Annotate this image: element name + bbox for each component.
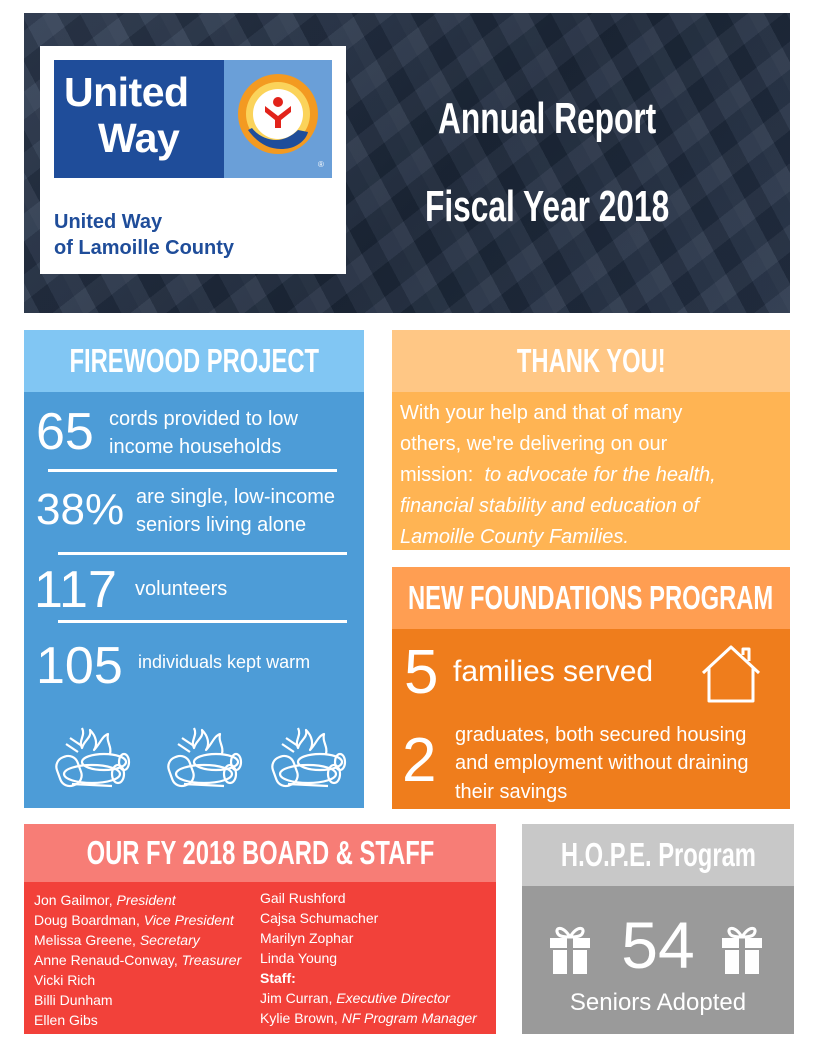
graduates-value: 2 (402, 726, 437, 795)
member-role: Vice President (143, 912, 234, 928)
member-name: Anne Renaud-Conway, (34, 952, 182, 968)
gift-icon (718, 922, 766, 976)
divider (48, 469, 337, 472)
seniors-adopted-label: Seniors Adopted (569, 989, 747, 1016)
new-foundations-heading (392, 567, 790, 629)
stat-cords-value: 65 (36, 403, 94, 461)
board-staff-panel (24, 882, 496, 1034)
new-foundations-panel (392, 629, 790, 809)
member-name: Gail Rushford (260, 890, 346, 906)
families-value: 5 (404, 638, 439, 707)
stat-cords-label-2: income households (109, 436, 282, 458)
hope-heading-text: H.O.P.E. Program (560, 836, 756, 873)
member-name: Melissa Greene, (34, 932, 140, 948)
firewood-logs-icon (164, 722, 248, 794)
member-name: Doug Boardman, (34, 912, 144, 928)
logo-subtitle-line2: of Lamoille County (54, 237, 234, 259)
hope-panel (522, 886, 794, 1034)
thank-you-message (400, 398, 780, 553)
stat-seniors-label-1: are single, low-income (136, 486, 335, 508)
member-name: Ellen Gibs (34, 1012, 98, 1028)
thank-you-panel (392, 392, 790, 550)
gift-icon (546, 922, 594, 976)
member-role: NF Program Manager (341, 1010, 477, 1026)
member-name: Marilyn Zophar (260, 930, 354, 946)
member-name: Billi Dunham (34, 992, 113, 1008)
board-member (260, 888, 477, 908)
board-member (260, 948, 477, 968)
families-label: families served (453, 655, 654, 688)
stat-warm-value: 105 (36, 637, 123, 695)
member-name: Jim Curran, (260, 990, 337, 1006)
hope-heading (522, 824, 794, 886)
stat-seniors-label-2: seniors living alone (136, 514, 307, 536)
staff-label: Staff: (260, 970, 296, 986)
firewood-heading (24, 330, 364, 392)
report-subtitle: Fiscal Year 2018 (425, 182, 670, 231)
mission-statement: Lamoille County Families. (400, 526, 629, 548)
board-staff-heading-text: OUR FY 2018 BOARD & STAFF (86, 834, 434, 871)
member-role: President (116, 892, 176, 908)
united-way-hand-icon (234, 70, 322, 166)
graduates-label-3: their savings (455, 781, 568, 803)
thank-you-line: With your help and that of many (400, 402, 683, 424)
new-foundations-heading-text: NEW FOUNDATIONS PROGRAM (408, 579, 774, 616)
member-role: Secretary (139, 932, 200, 948)
firewood-panel (24, 392, 364, 808)
board-member (34, 970, 241, 990)
seniors-adopted-value: 54 (621, 908, 695, 982)
member-name: Jon Gailmor, (34, 892, 117, 908)
staff-member (260, 1008, 477, 1028)
board-column-1 (34, 890, 241, 1030)
firewood-logs-icon (268, 722, 352, 794)
board-member (260, 928, 477, 948)
board-staff-heading (24, 824, 496, 882)
member-role: Treasurer (181, 952, 242, 968)
member-name: Cajsa Schumacher (260, 910, 379, 926)
graduates-label-2: and employment without draining (455, 752, 749, 774)
board-member (34, 930, 241, 950)
logo-mark-box (224, 60, 332, 178)
header-banner (24, 13, 790, 313)
house-icon (697, 643, 765, 705)
thank-you-heading (392, 330, 790, 392)
mission-statement: financial stability and education of (400, 495, 700, 517)
firewood-logs-icon (52, 722, 136, 794)
board-member (34, 1010, 241, 1030)
board-member (34, 890, 241, 910)
logo-subtitle-line1: United Way (54, 211, 163, 233)
stat-volunteers-label: volunteers (135, 578, 228, 600)
member-name: Linda Young (260, 950, 338, 966)
stat-volunteers-value: 117 (34, 561, 117, 619)
thank-you-line (400, 460, 780, 491)
thank-you-line: others, we're delivering on our (400, 433, 668, 455)
firewood-heading-text: FIREWOOD PROJECT (69, 342, 319, 379)
report-title: Annual Report (438, 94, 657, 143)
thank-you-line (400, 491, 780, 522)
member-role: Executive Director (336, 990, 450, 1006)
thank-you-line (400, 522, 780, 553)
member-name: Vicki Rich (34, 972, 96, 988)
staff-member (260, 988, 477, 1008)
board-member (34, 990, 241, 1010)
divider (58, 552, 347, 555)
logo-word-way: Way (98, 115, 180, 161)
united-way-logo (40, 46, 346, 274)
board-member (34, 950, 241, 970)
board-member (260, 908, 477, 928)
logo-word-united: United (64, 69, 189, 115)
board-member (34, 910, 241, 930)
member-name: Kylie Brown, (260, 1010, 342, 1026)
mission-statement: to advocate for the health, (484, 464, 716, 486)
stat-seniors-value: 38% (36, 485, 125, 534)
thank-you-heading-text: THANK YOU! (516, 342, 666, 379)
graduates-label-1: graduates, both secured housing (455, 724, 747, 746)
registered-mark: ® (318, 160, 324, 169)
stat-cords-label-1: cords provided to low (109, 408, 298, 430)
mission-label: mission: (400, 464, 485, 486)
divider (58, 620, 347, 623)
logo-band (54, 60, 332, 178)
board-column-2 (260, 888, 477, 1028)
stat-warm-label: individuals kept warm (138, 652, 311, 672)
